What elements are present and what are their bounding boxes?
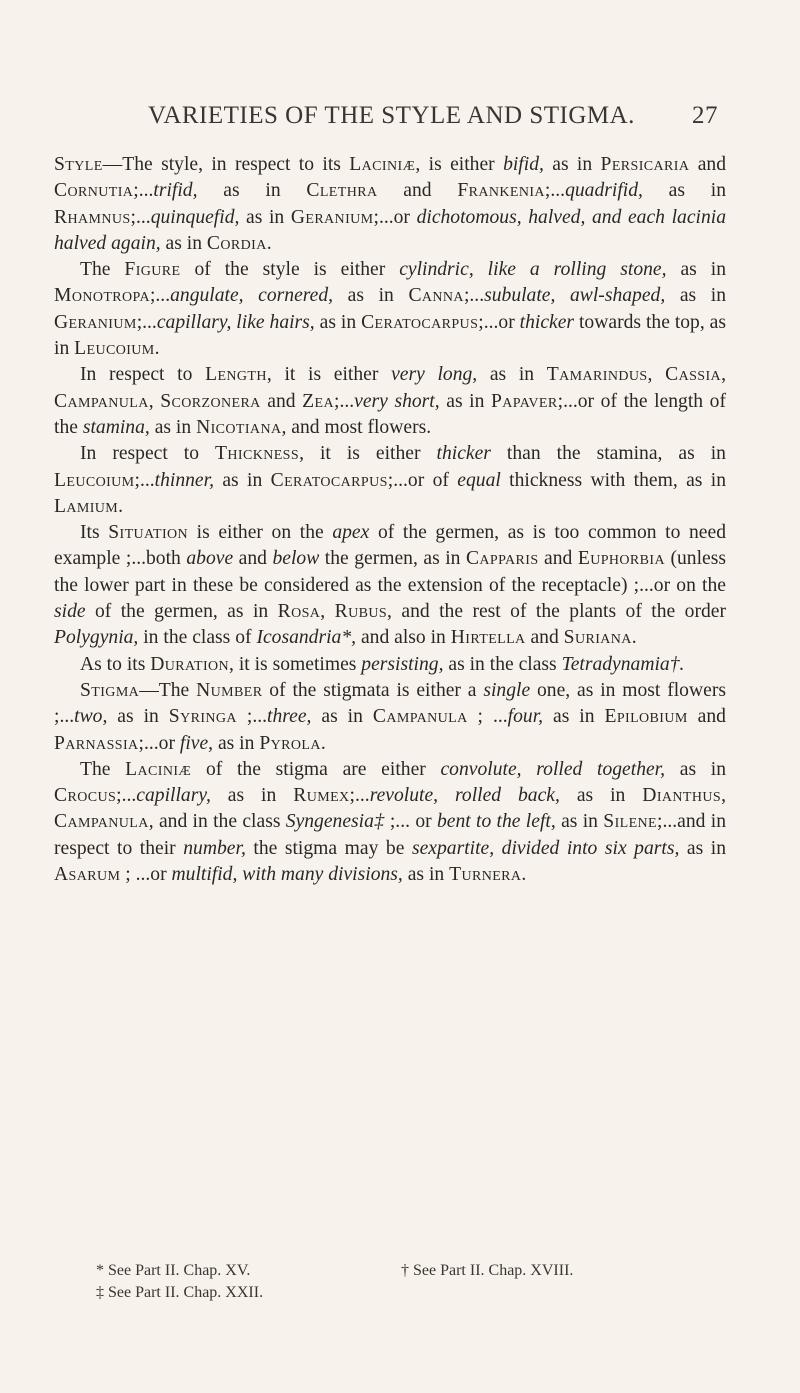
- italic-text: thicker: [436, 443, 491, 465]
- small-caps-term: Turnera: [449, 864, 522, 886]
- text-run: and: [377, 180, 458, 202]
- italic-text: Syngenesia‡: [285, 811, 385, 833]
- text-run: as in: [679, 837, 727, 859]
- text-run: ,: [721, 364, 726, 386]
- italic-text: sexpartite, divided into six parts,: [411, 837, 680, 859]
- text-run: .: [118, 495, 124, 517]
- small-caps-term: Geranium: [290, 206, 374, 228]
- small-caps-term: Style: [54, 154, 103, 175]
- small-caps-term: Length: [205, 364, 267, 386]
- footnote: † See Part II. Chap. XVIII.: [401, 1262, 574, 1279]
- text-run: ;...: [349, 785, 370, 807]
- text-run: as in: [239, 206, 291, 228]
- small-caps-term: Laciniæ: [125, 758, 192, 780]
- text-run: —The style, in respect to its: [102, 154, 350, 175]
- small-caps-term: Situation: [108, 522, 189, 544]
- paragraph: [54, 257, 726, 362]
- paragraph: [54, 441, 726, 520]
- text-run: the stigma may be: [245, 837, 412, 859]
- italic-text: stamina,: [82, 416, 150, 438]
- text-run: ,: [647, 364, 666, 386]
- text-run: of the stigma are either: [191, 758, 441, 780]
- text-run: .: [320, 732, 326, 754]
- italic-text: persisting,: [361, 653, 444, 675]
- text-run: as in: [314, 311, 362, 333]
- small-caps-term: Number: [196, 679, 263, 701]
- italic-text: very long,: [391, 364, 478, 386]
- running-header: [148, 102, 718, 130]
- small-caps-term: Papaver: [491, 390, 558, 412]
- text-run: ,: [320, 601, 335, 623]
- italic-text: four,: [507, 706, 544, 728]
- text-run: .: [631, 627, 637, 649]
- footnote: * See Part II. Chap. XV.: [96, 1262, 251, 1279]
- small-caps-term: Epilobium: [604, 706, 688, 728]
- italic-text: three,: [267, 706, 312, 728]
- text-run: ;...or: [373, 206, 417, 228]
- text-run: ;...: [544, 180, 566, 202]
- small-caps-term: Cordia: [206, 232, 267, 254]
- text-run: The: [80, 758, 126, 780]
- small-caps-term: Rhamnus: [54, 206, 131, 228]
- text-run: of the style is either: [180, 259, 400, 281]
- italic-text: multifid, with many divisions,: [171, 864, 403, 886]
- italic-text: two,: [74, 706, 108, 728]
- text-run: As to its: [80, 653, 151, 675]
- italic-text: convolute, rolled together,: [440, 758, 666, 780]
- text-run: —The: [139, 679, 197, 701]
- italic-text: revolute, rolled back,: [369, 785, 560, 807]
- small-caps-term: Rosa: [277, 601, 321, 623]
- text-run: ;...: [133, 180, 154, 202]
- text-run: , and the rest of the plants of the order: [387, 601, 726, 623]
- text-run: and: [525, 627, 564, 649]
- italic-text: quinquefid,: [150, 206, 240, 228]
- paragraph: [54, 520, 726, 651]
- small-caps-term: Rubus: [334, 601, 388, 623]
- text-run: as in: [665, 285, 726, 307]
- paragraph: [54, 652, 726, 678]
- text-run: ;...: [116, 785, 137, 807]
- italic-text: below: [272, 548, 320, 570]
- small-caps-term: Clethra: [306, 180, 378, 202]
- text-run: The: [80, 259, 125, 281]
- small-caps-term: Frankenia: [457, 180, 545, 202]
- paragraph: [54, 757, 726, 888]
- small-caps-term: Lamium: [54, 495, 119, 517]
- text-run: .: [154, 338, 160, 360]
- small-caps-term: Asarum: [54, 864, 121, 886]
- text-run: , is either: [415, 154, 504, 175]
- text-run: as in: [439, 390, 491, 412]
- italic-text: number,: [183, 837, 246, 859]
- text-run: ;...: [149, 285, 171, 307]
- text-run: as in: [477, 364, 547, 386]
- text-run: ;...or: [478, 311, 520, 333]
- body-text: [54, 152, 726, 888]
- text-run: ;...: [134, 469, 155, 491]
- italic-text: bifid,: [503, 154, 544, 175]
- text-run: in the class of: [138, 627, 257, 649]
- text-run: , and in the class: [148, 811, 286, 833]
- text-run: , it is sometimes: [229, 653, 362, 675]
- text-run: as in: [213, 732, 260, 754]
- text-run: ;...: [130, 206, 151, 228]
- small-caps-term: Ceratocarpus: [361, 311, 479, 333]
- small-caps-term: Zea: [302, 390, 335, 412]
- text-run: , it is either: [299, 443, 437, 465]
- text-run: as in: [543, 706, 605, 728]
- italic-text: thicker: [519, 311, 575, 333]
- text-run: .: [521, 864, 527, 886]
- text-run: as in: [160, 232, 207, 254]
- text-run: In respect to: [80, 443, 216, 465]
- text-run: .: [266, 232, 272, 254]
- italic-text: above: [186, 548, 234, 570]
- text-run: ;...: [136, 311, 157, 333]
- text-run: as in: [666, 259, 726, 281]
- small-caps-term: Persicaria: [600, 154, 690, 175]
- small-caps-term: Canna: [408, 285, 464, 307]
- small-caps-term: Leucoium: [74, 338, 155, 360]
- small-caps-term: Euphorbia: [577, 548, 665, 570]
- small-caps-term: Syringa: [168, 706, 237, 728]
- running-title: VARIETIES OF THE STYLE AND STIGMA.: [148, 102, 635, 129]
- small-caps-term: Campanula: [54, 390, 149, 412]
- text-run: as in: [333, 285, 409, 307]
- text-run: as in: [213, 469, 271, 491]
- paragraph: [54, 152, 726, 257]
- text-run: ;...: [463, 285, 485, 307]
- footnote: ‡ See Part II. Chap. XXII.: [96, 1284, 264, 1301]
- small-caps-term: Laciniæ: [349, 154, 416, 175]
- text-run: is either on the: [188, 522, 333, 544]
- text-run: ;...or: [138, 732, 180, 754]
- italic-text: Polygynia,: [54, 627, 139, 649]
- text-run: ,: [721, 785, 726, 807]
- text-run: ;...or of the length of the: [54, 390, 726, 438]
- text-run: towards the top, as in: [54, 311, 726, 360]
- italic-text: angulate, cornered,: [170, 285, 334, 307]
- text-run: , it is either: [266, 364, 392, 386]
- text-run: ; ...: [467, 706, 508, 728]
- italic-text: thinner,: [154, 469, 214, 491]
- small-caps-term: Cornutia: [54, 180, 134, 202]
- italic-text: trifid,: [153, 180, 198, 202]
- text-run: and: [538, 548, 578, 570]
- small-caps-term: Crocus: [54, 785, 117, 807]
- text-run: as in: [210, 785, 294, 807]
- text-run: ;... or: [384, 811, 437, 833]
- text-run: In respect to: [80, 364, 206, 386]
- text-run: thickness with them, as in: [500, 469, 726, 491]
- text-run: , and most flowers.: [281, 416, 432, 438]
- small-caps-term: Ceratocarpus: [270, 469, 388, 491]
- text-run: than the stamina, as in: [490, 443, 726, 465]
- small-caps-term: Stigma: [80, 679, 140, 701]
- small-caps-term: Geranium: [54, 311, 137, 333]
- small-caps-term: Cassia: [665, 364, 722, 386]
- text-run: (unless the lower part in these be considered as the extension of the receptacle) ;...or on the: [54, 548, 726, 596]
- paragraph: [54, 362, 726, 441]
- text-run: and: [689, 154, 726, 175]
- text-run: of the germen, as in: [85, 601, 278, 623]
- text-run: as in: [642, 180, 727, 202]
- text-run: one, as in most flowers ;...: [54, 679, 726, 728]
- small-caps-term: Suriana: [563, 627, 632, 649]
- italic-text: cylindric, like a rolling stone,: [399, 259, 667, 281]
- small-caps-term: Monotropa: [54, 285, 150, 307]
- italic-text: five,: [179, 732, 214, 754]
- small-caps-term: Leucoium: [54, 469, 135, 491]
- text-run: of the germen, as is too common to need example ;...both: [54, 522, 726, 570]
- small-caps-term: Campanula: [372, 706, 468, 728]
- italic-text: dichotomous, halved, and each lacinia halved again,: [54, 206, 726, 254]
- italic-text: capillary, like hairs,: [156, 311, 315, 333]
- italic-text: apex: [332, 522, 370, 544]
- text-run: as in: [149, 416, 197, 438]
- text-run: as in: [402, 864, 450, 886]
- small-caps-term: Thickness: [215, 443, 300, 465]
- text-run: and also in: [356, 627, 451, 649]
- text-run: and: [687, 706, 726, 728]
- text-run: as in: [559, 785, 643, 807]
- small-caps-term: Pyrola: [259, 732, 321, 754]
- italic-text: Icosandria*,: [256, 627, 357, 649]
- small-caps-term: Scorzonera: [160, 390, 261, 412]
- small-caps-term: Parnassia: [54, 732, 139, 754]
- text-run: as in: [665, 758, 726, 780]
- small-caps-term: Campanula: [54, 811, 149, 833]
- text-run: ,: [148, 390, 161, 412]
- italic-text: bent to the left,: [436, 811, 556, 833]
- text-run: as in: [311, 706, 373, 728]
- text-run: as in: [107, 706, 169, 728]
- text-run: as in: [543, 154, 601, 175]
- italic-text: Tetradynamia†.: [561, 653, 685, 675]
- small-caps-term: Nicotiana: [196, 416, 282, 438]
- italic-text: quadrifid,: [565, 180, 643, 202]
- text-run: of the stigmata is either a: [262, 679, 484, 701]
- text-run: as in: [197, 180, 307, 202]
- italic-text: side: [54, 601, 86, 623]
- small-caps-term: Silene: [603, 811, 657, 833]
- page-number: 27: [692, 102, 718, 129]
- text-run: ; ...or: [120, 864, 172, 886]
- paragraph: [54, 678, 726, 757]
- small-caps-term: Figure: [124, 259, 181, 281]
- small-caps-term: Rumex: [293, 785, 350, 807]
- text-run: as in: [555, 811, 604, 833]
- text-run: ;...: [334, 390, 355, 412]
- text-run: as in the class: [443, 653, 562, 675]
- text-run: and: [233, 548, 273, 570]
- small-caps-term: Capparis: [465, 548, 539, 570]
- small-caps-term: Dianthus: [642, 785, 722, 807]
- text-run: ;...or of: [387, 469, 458, 491]
- text-run: the germen, as in: [319, 548, 466, 570]
- italic-text: subulate, awl-shaped,: [484, 285, 666, 307]
- text-run: ;...: [236, 706, 268, 728]
- text-run: Its: [80, 522, 109, 544]
- small-caps-term: Tamarindus: [546, 364, 648, 386]
- italic-text: single: [483, 679, 531, 701]
- italic-text: capillary,: [136, 785, 211, 807]
- small-caps-term: Duration: [150, 653, 230, 675]
- italic-text: equal: [457, 469, 501, 491]
- text-run: ;...and in respect to their: [54, 811, 726, 859]
- italic-text: very short,: [354, 390, 440, 412]
- text-run: and: [260, 390, 303, 412]
- footnotes: [96, 1260, 716, 1304]
- small-caps-term: Hirtella: [450, 627, 526, 649]
